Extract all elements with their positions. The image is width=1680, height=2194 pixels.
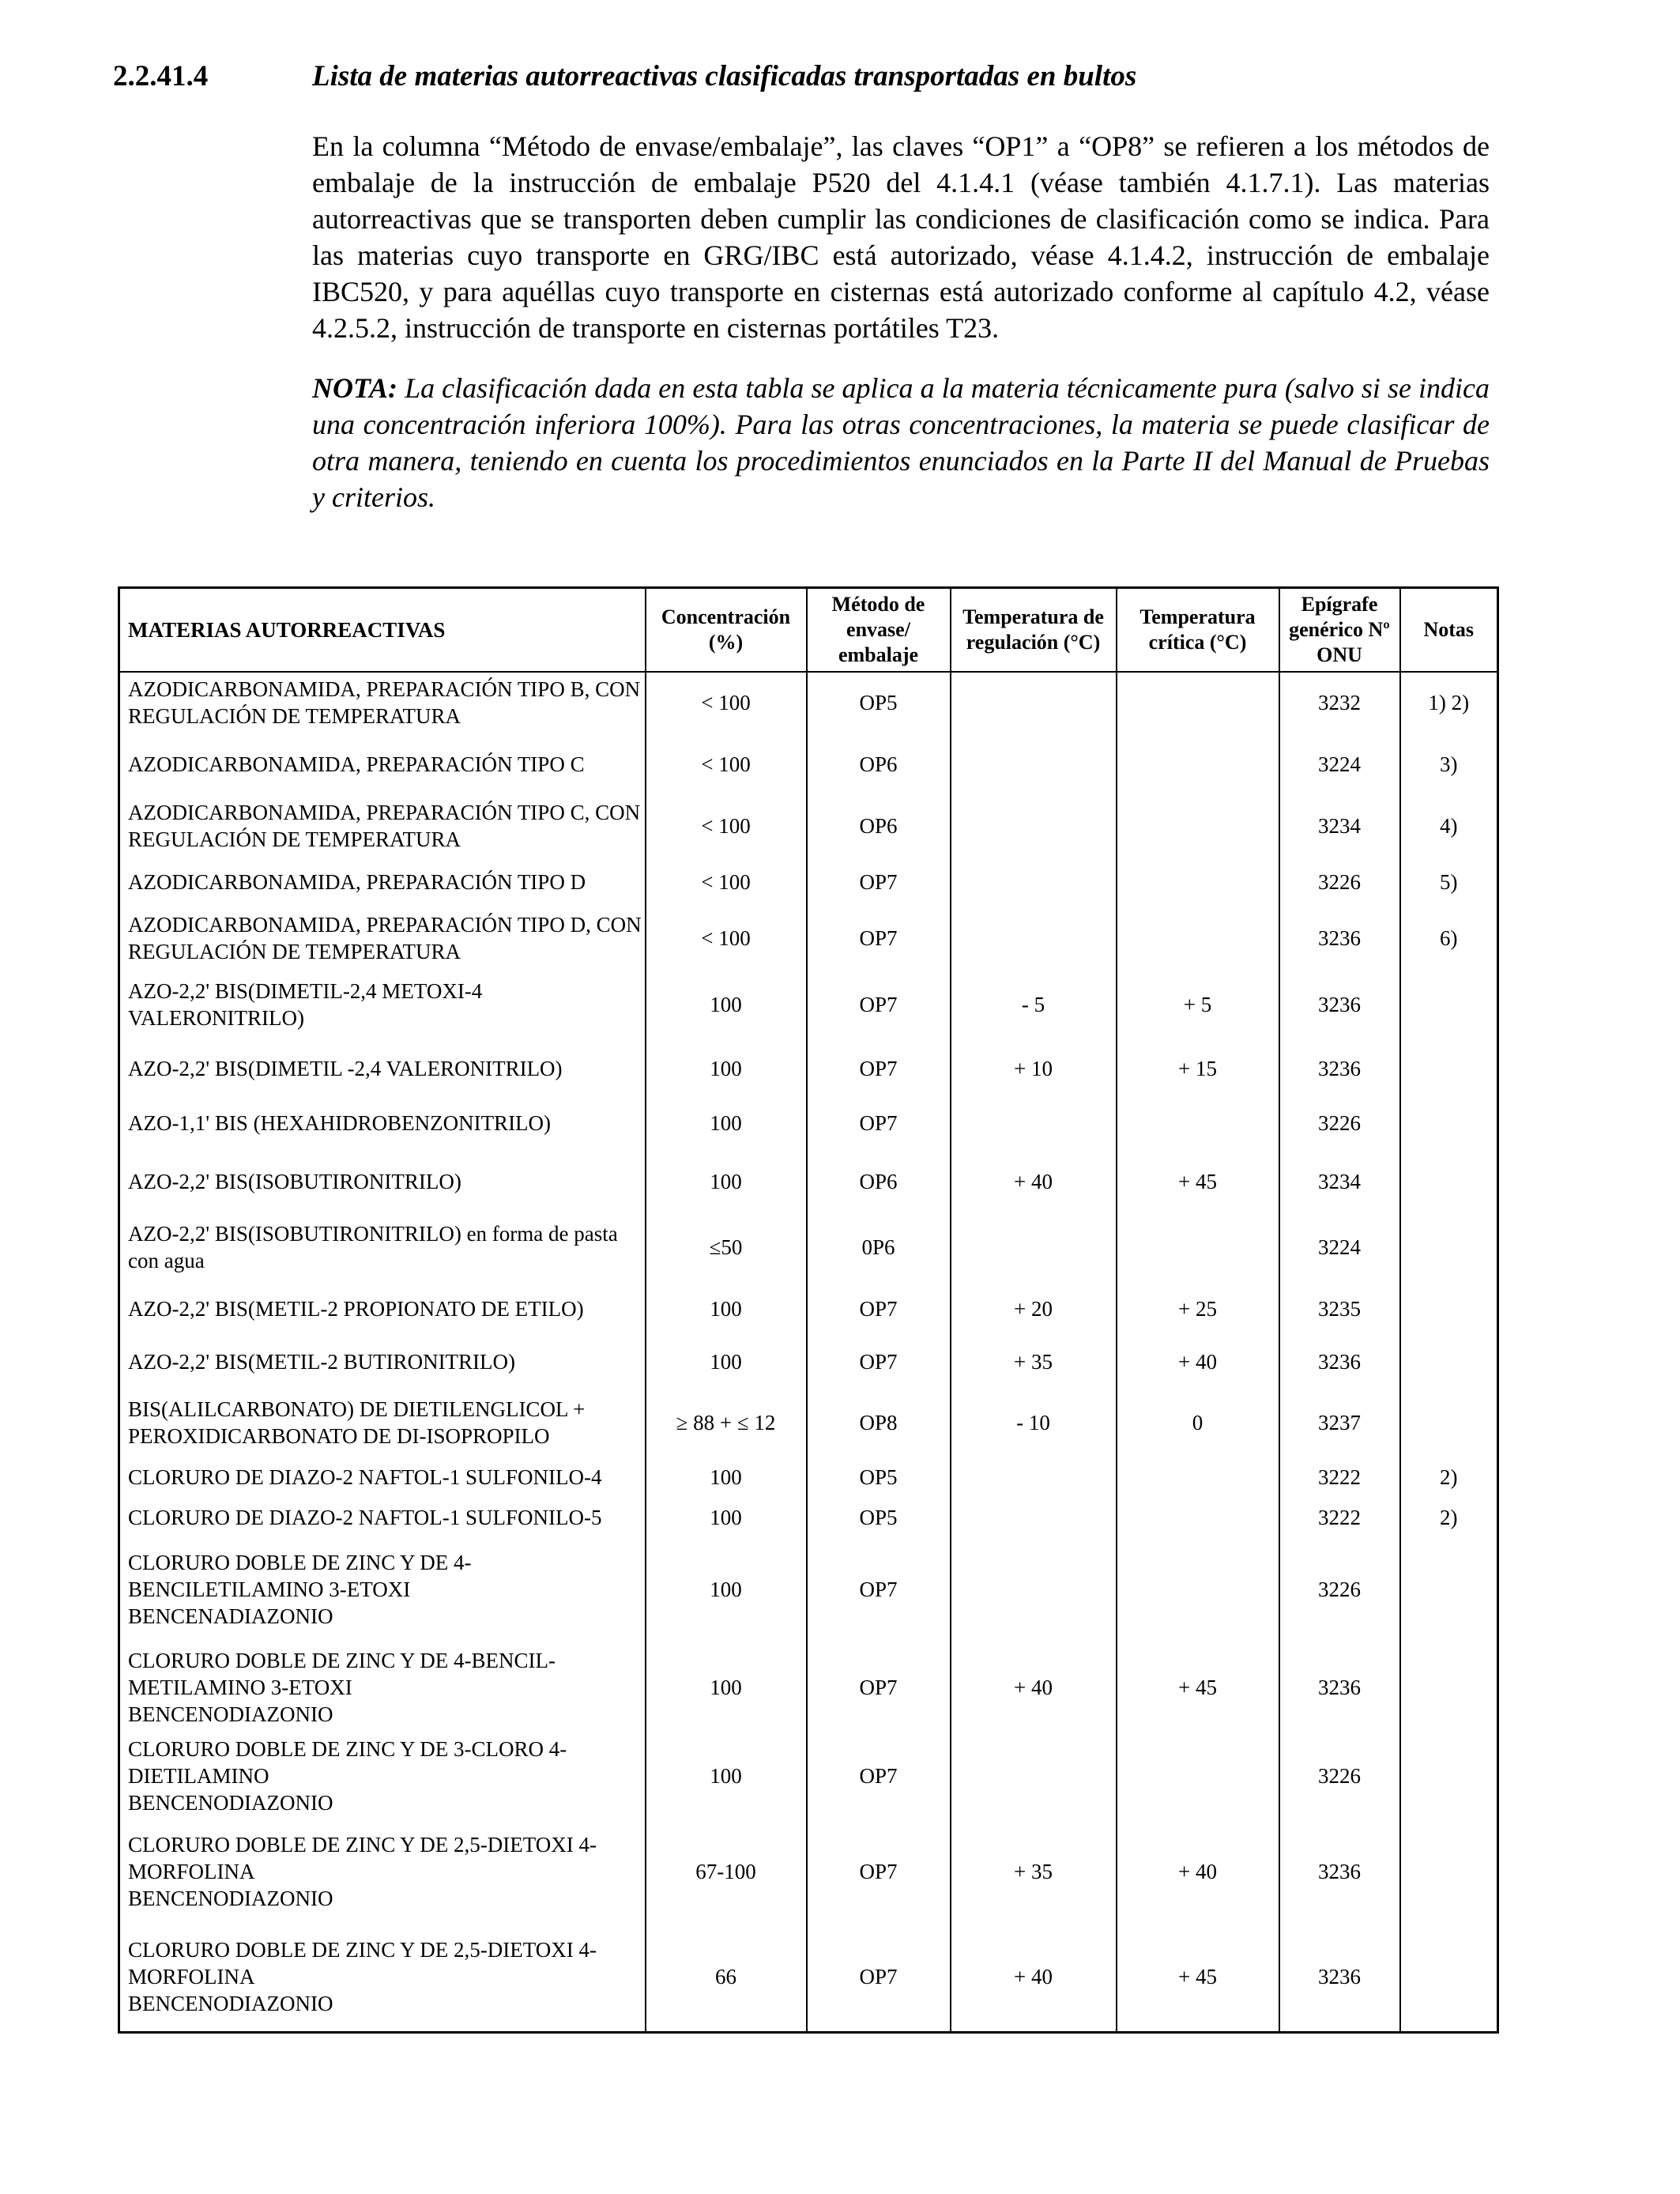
cell-concentracion: < 100 bbox=[646, 907, 807, 968]
cell-notas bbox=[1400, 1537, 1498, 1642]
cell-temp-regulacion: - 10 bbox=[951, 1388, 1117, 1457]
cell-epigrafe: 3236 bbox=[1279, 1923, 1400, 2032]
section-number: 2.2.41.4 bbox=[113, 60, 209, 92]
cell-temp-critica: + 45 bbox=[1117, 1923, 1279, 2032]
table-row bbox=[119, 1150, 1498, 1212]
header-materias: MATERIAS AUTORREACTIVAS bbox=[119, 588, 646, 673]
cell-metodo: OP6 bbox=[807, 1150, 951, 1212]
cell-metodo: OP7 bbox=[807, 1096, 951, 1150]
cell-metodo: OP5 bbox=[807, 1457, 951, 1497]
table-row bbox=[119, 1212, 1498, 1282]
cell-concentracion: ≥ 88 + ≤ 12 bbox=[646, 1388, 807, 1457]
cell-concentracion: 100 bbox=[646, 1457, 807, 1497]
cell-notas bbox=[1400, 1642, 1498, 1732]
cell-metodo: OP5 bbox=[807, 672, 951, 733]
cell-notas bbox=[1400, 1096, 1498, 1150]
cell-notas: 6) bbox=[1400, 907, 1498, 968]
cell-notas bbox=[1400, 1732, 1498, 1819]
cell-epigrafe: 3236 bbox=[1279, 1819, 1400, 1923]
cell-notas: 3) bbox=[1400, 733, 1498, 795]
cell-epigrafe: 3232 bbox=[1279, 672, 1400, 733]
cell-metodo: OP7 bbox=[807, 907, 951, 968]
cell-temp-regulacion bbox=[951, 907, 1117, 968]
table-body bbox=[119, 672, 1498, 2032]
table-row bbox=[119, 1642, 1498, 1732]
cell-temp-critica bbox=[1117, 1497, 1279, 1537]
cell-concentracion: 100 bbox=[646, 968, 807, 1041]
cell-metodo: OP7 bbox=[807, 968, 951, 1041]
cell-temp-critica: + 25 bbox=[1117, 1282, 1279, 1335]
cell-epigrafe: 3236 bbox=[1279, 907, 1400, 968]
cell-concentracion: 100 bbox=[646, 1497, 807, 1537]
cell-notas: 2) bbox=[1400, 1497, 1498, 1537]
cell-concentracion: < 100 bbox=[646, 733, 807, 795]
cell-concentracion: 100 bbox=[646, 1537, 807, 1642]
cell-temp-critica bbox=[1117, 1732, 1279, 1819]
table-row bbox=[119, 1096, 1498, 1150]
cell-temp-regulacion bbox=[951, 1457, 1117, 1497]
intro-paragraph: En la columna “Método de envase/embalaje”, las claves “OP1” a “OP8” se refieren a los métodos de embalaje de la instrucción de embalaje P520 del 4.1.4.1 (véase también 4.1.7.1). Las materias autorreactivas que se transporten deben cumplir las condiciones de clasificación como se indica. Para las materias cuyo transporte en GRG/IBC está autorizado, véase 4.1.4.2, instrucción de embalaje IBC520, y para aquéllas cuyo transporte en cisternas está autorizado conforme al capítulo 4.2, véase 4.2.5.2, instrucción de transporte en cisternas portátiles T23. bbox=[312, 130, 1490, 344]
cell-concentracion: < 100 bbox=[646, 795, 807, 856]
cell-materia: AZO-2,2' BIS(METIL-2 PROPIONATO DE ETILO) bbox=[119, 1282, 646, 1335]
cell-temp-critica bbox=[1117, 1537, 1279, 1642]
cell-materia: AZO-2,2' BIS(ISOBUTIRONITRILO) bbox=[119, 1150, 646, 1212]
cell-temp-critica: + 5 bbox=[1117, 968, 1279, 1041]
cell-concentracion: 67-100 bbox=[646, 1819, 807, 1923]
table-row bbox=[119, 1923, 1498, 2032]
table-row bbox=[119, 907, 1498, 968]
cell-materia: AZODICARBONAMIDA, PREPARACIÓN TIPO C bbox=[119, 733, 646, 795]
cell-notas: 2) bbox=[1400, 1457, 1498, 1497]
cell-temp-regulacion bbox=[951, 672, 1117, 733]
cell-concentracion: 100 bbox=[646, 1335, 807, 1388]
cell-materia: AZODICARBONAMIDA, PREPARACIÓN TIPO B, CON REGULACIÓN DE TEMPERATURA bbox=[119, 672, 646, 733]
cell-temp-critica: + 15 bbox=[1117, 1041, 1279, 1096]
cell-metodo: OP7 bbox=[807, 1282, 951, 1335]
cell-materia: CLORURO DE DIAZO-2 NAFTOL-1 SULFONILO-5 bbox=[119, 1497, 646, 1537]
table-row bbox=[119, 1819, 1498, 1923]
cell-concentracion: 66 bbox=[646, 1923, 807, 2032]
cell-temp-critica: + 45 bbox=[1117, 1150, 1279, 1212]
cell-notas bbox=[1400, 1041, 1498, 1096]
cell-concentracion: < 100 bbox=[646, 856, 807, 907]
cell-temp-regulacion bbox=[951, 856, 1117, 907]
cell-notas bbox=[1400, 1388, 1498, 1457]
cell-epigrafe: 3236 bbox=[1279, 968, 1400, 1041]
cell-concentracion: 100 bbox=[646, 1732, 807, 1819]
table-row bbox=[119, 1497, 1498, 1537]
note-label: NOTA: bbox=[312, 372, 397, 404]
table-row bbox=[119, 733, 1498, 795]
cell-materia: CLORURO DOBLE DE ZINC Y DE 3-CLORO 4- DIETILAMINO BENCENODIAZONIO bbox=[119, 1732, 646, 1819]
table-row bbox=[119, 1388, 1498, 1457]
cell-epigrafe: 3224 bbox=[1279, 733, 1400, 795]
cell-epigrafe: 3226 bbox=[1279, 1732, 1400, 1819]
cell-epigrafe: 3226 bbox=[1279, 1096, 1400, 1150]
cell-temp-regulacion bbox=[951, 1096, 1117, 1150]
cell-concentracion: 100 bbox=[646, 1041, 807, 1096]
cell-temp-critica bbox=[1117, 1096, 1279, 1150]
cell-metodo: OP7 bbox=[807, 1923, 951, 2032]
cell-concentracion: 100 bbox=[646, 1150, 807, 1212]
cell-temp-critica bbox=[1117, 907, 1279, 968]
cell-temp-regulacion: - 5 bbox=[951, 968, 1117, 1041]
cell-notas bbox=[1400, 968, 1498, 1041]
table-row bbox=[119, 1282, 1498, 1335]
cell-materia: AZO-2,2' BIS(METIL-2 BUTIRONITRILO) bbox=[119, 1335, 646, 1388]
cell-epigrafe: 3226 bbox=[1279, 1537, 1400, 1642]
cell-temp-regulacion bbox=[951, 733, 1117, 795]
cell-concentracion: ≤50 bbox=[646, 1212, 807, 1282]
cell-temp-regulacion: + 40 bbox=[951, 1923, 1117, 2032]
cell-materia: AZODICARBONAMIDA, PREPARACIÓN TIPO C, CON REGULACIÓN DE TEMPERATURA bbox=[119, 795, 646, 856]
cell-temp-critica bbox=[1117, 1212, 1279, 1282]
cell-temp-critica: + 40 bbox=[1117, 1819, 1279, 1923]
table-row bbox=[119, 856, 1498, 907]
table-row bbox=[119, 672, 1498, 733]
cell-metodo: OP6 bbox=[807, 733, 951, 795]
cell-temp-critica bbox=[1117, 795, 1279, 856]
cell-materia: AZO-2,2' BIS(ISOBUTIRONITRILO) en forma de pasta con agua bbox=[119, 1212, 646, 1282]
cell-metodo: OP6 bbox=[807, 795, 951, 856]
cell-metodo: OP7 bbox=[807, 1819, 951, 1923]
cell-metodo: OP7 bbox=[807, 856, 951, 907]
cell-notas: 4) bbox=[1400, 795, 1498, 856]
cell-temp-critica bbox=[1117, 733, 1279, 795]
cell-notas bbox=[1400, 1923, 1498, 2032]
cell-epigrafe: 3234 bbox=[1279, 795, 1400, 856]
cell-temp-regulacion bbox=[951, 1497, 1117, 1537]
cell-temp-critica: 0 bbox=[1117, 1388, 1279, 1457]
cell-materia: AZO-2,2' BIS(DIMETIL -2,4 VALERONITRILO) bbox=[119, 1041, 646, 1096]
cell-epigrafe: 3236 bbox=[1279, 1642, 1400, 1732]
header-notas: Notas bbox=[1400, 588, 1498, 673]
cell-metodo: 0P6 bbox=[807, 1212, 951, 1282]
section-title: Lista de materias autorreactivas clasificadas transportadas en bultos bbox=[312, 60, 1137, 92]
cell-temp-critica: + 40 bbox=[1117, 1335, 1279, 1388]
table-row bbox=[119, 1537, 1498, 1642]
cell-materia: AZODICARBONAMIDA, PREPARACIÓN TIPO D, CON REGULACIÓN DE TEMPERATURA bbox=[119, 907, 646, 968]
cell-temp-regulacion: + 35 bbox=[951, 1335, 1117, 1388]
cell-materia: AZO-1,1' BIS (HEXAHIDROBENZONITRILO) bbox=[119, 1096, 646, 1150]
table-row bbox=[119, 968, 1498, 1041]
header-temp-regulacion: Temperatura de regulación (°C) bbox=[951, 588, 1117, 673]
cell-epigrafe: 3235 bbox=[1279, 1282, 1400, 1335]
cell-temp-regulacion bbox=[951, 1732, 1117, 1819]
cell-concentracion: 100 bbox=[646, 1642, 807, 1732]
cell-temp-regulacion: + 35 bbox=[951, 1819, 1117, 1923]
table-row bbox=[119, 1732, 1498, 1819]
cell-temp-regulacion: + 20 bbox=[951, 1282, 1117, 1335]
cell-epigrafe: 3234 bbox=[1279, 1150, 1400, 1212]
cell-metodo: OP7 bbox=[807, 1642, 951, 1732]
cell-metodo: OP8 bbox=[807, 1388, 951, 1457]
cell-materia: CLORURO DOBLE DE ZINC Y DE 2,5-DIETOXI 4- MORFOLINA BENCENODIAZONIO bbox=[119, 1923, 646, 2032]
cell-temp-critica: + 45 bbox=[1117, 1642, 1279, 1732]
cell-notas bbox=[1400, 1212, 1498, 1282]
cell-epigrafe: 3226 bbox=[1279, 856, 1400, 907]
cell-temp-regulacion: + 10 bbox=[951, 1041, 1117, 1096]
header-epigrafe: Epígrafe genérico Nº ONU bbox=[1279, 588, 1400, 673]
cell-temp-regulacion: + 40 bbox=[951, 1150, 1117, 1212]
cell-materia: AZODICARBONAMIDA, PREPARACIÓN TIPO D bbox=[119, 856, 646, 907]
cell-temp-critica bbox=[1117, 856, 1279, 907]
table-header-row bbox=[119, 588, 1498, 673]
cell-concentracion: < 100 bbox=[646, 672, 807, 733]
cell-metodo: OP7 bbox=[807, 1041, 951, 1096]
cell-epigrafe: 3236 bbox=[1279, 1041, 1400, 1096]
cell-concentracion: 100 bbox=[646, 1282, 807, 1335]
header-concentracion: Concentración (%) bbox=[646, 588, 807, 673]
cell-temp-regulacion bbox=[951, 795, 1117, 856]
table-row bbox=[119, 1041, 1498, 1096]
cell-epigrafe: 3236 bbox=[1279, 1335, 1400, 1388]
cell-materia: AZO-2,2' BIS(DIMETIL-2,4 METOXI-4 VALERONITRILO) bbox=[119, 968, 646, 1041]
cell-temp-regulacion: + 40 bbox=[951, 1642, 1117, 1732]
cell-notas bbox=[1400, 1819, 1498, 1923]
cell-notas: 5) bbox=[1400, 856, 1498, 907]
cell-materia: CLORURO DE DIAZO-2 NAFTOL-1 SULFONILO-4 bbox=[119, 1457, 646, 1497]
table-row bbox=[119, 1457, 1498, 1497]
cell-metodo: OP7 bbox=[807, 1732, 951, 1819]
cell-materia: CLORURO DOBLE DE ZINC Y DE 4- BENCILETILAMINO 3-ETOXI BENCENADIAZONIO bbox=[119, 1537, 646, 1642]
cell-materia: CLORURO DOBLE DE ZINC Y DE 4-BENCIL- METILAMINO 3-ETOXI BENCENODIAZONIO bbox=[119, 1642, 646, 1732]
header-metodo: Método de envase/ embalaje bbox=[807, 588, 951, 673]
cell-metodo: OP5 bbox=[807, 1497, 951, 1537]
cell-materia: BIS(ALILCARBONATO) DE DIETILENGLICOL + PEROXIDICARBONATO DE DI-ISOPROPILO bbox=[119, 1388, 646, 1457]
cell-notas bbox=[1400, 1150, 1498, 1212]
header-temp-critica: Temperatura crítica (°C) bbox=[1117, 588, 1279, 673]
cell-notas bbox=[1400, 1282, 1498, 1335]
cell-concentracion: 100 bbox=[646, 1096, 807, 1150]
materials-table bbox=[118, 586, 1499, 2034]
note-text: La clasificación dada en esta tabla se aplica a la materia técnicamente pura (salvo si se indica una concentración inferiora 100%). Para las otras concentraciones, la materia se puede clasificar de otra manera, teniendo en cuenta los procedimientos enunciados en la Parte II del Manual de Pruebas y criterios. bbox=[312, 372, 1490, 513]
cell-temp-critica bbox=[1117, 672, 1279, 733]
cell-metodo: OP7 bbox=[807, 1537, 951, 1642]
cell-metodo: OP7 bbox=[807, 1335, 951, 1388]
cell-epigrafe: 3224 bbox=[1279, 1212, 1400, 1282]
table-row bbox=[119, 1335, 1498, 1388]
cell-epigrafe: 3222 bbox=[1279, 1497, 1400, 1537]
cell-temp-regulacion bbox=[951, 1212, 1117, 1282]
cell-notas bbox=[1400, 1335, 1498, 1388]
cell-epigrafe: 3222 bbox=[1279, 1457, 1400, 1497]
cell-notas: 1) 2) bbox=[1400, 672, 1498, 733]
cell-epigrafe: 3237 bbox=[1279, 1388, 1400, 1457]
cell-materia: CLORURO DOBLE DE ZINC Y DE 2,5-DIETOXI 4- MORFOLINA BENCENODIAZONIO bbox=[119, 1819, 646, 1923]
cell-temp-regulacion bbox=[951, 1537, 1117, 1642]
table-row bbox=[119, 795, 1498, 856]
cell-temp-critica bbox=[1117, 1457, 1279, 1497]
note-paragraph bbox=[312, 370, 1490, 515]
